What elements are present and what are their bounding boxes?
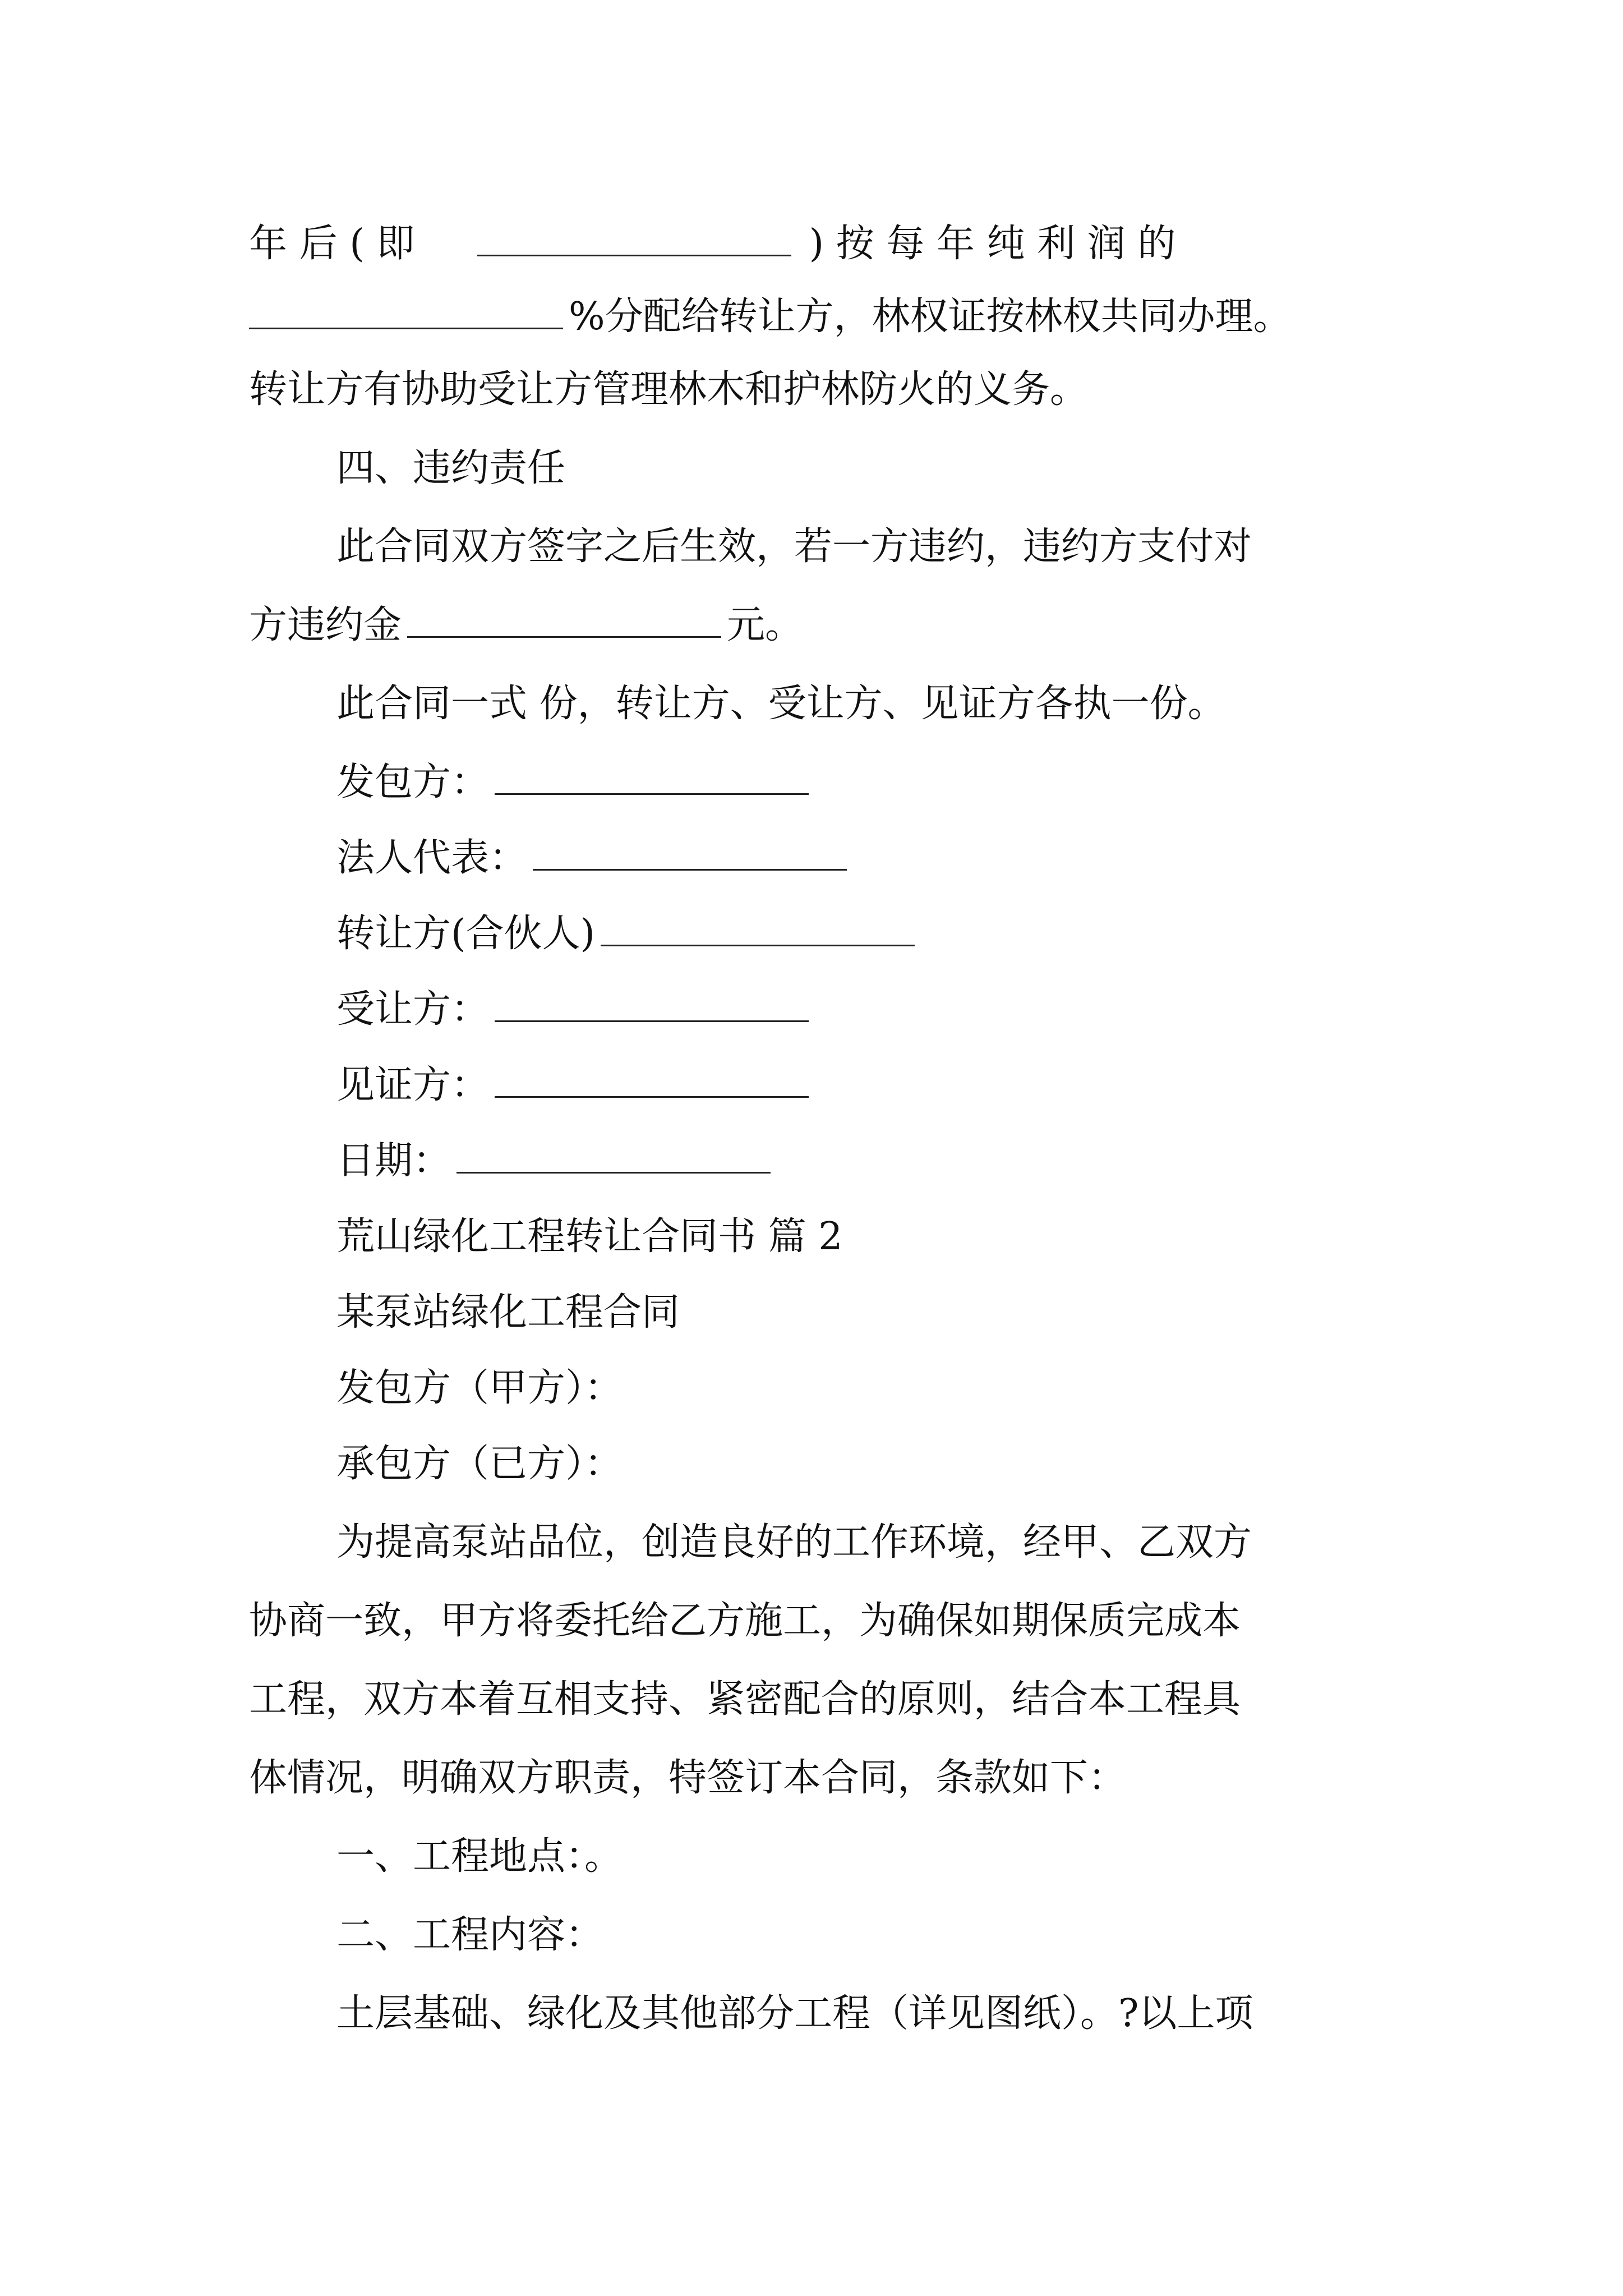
- fill-blank[interactable]: [601, 911, 915, 946]
- paragraph-line: 协商一致，甲方将委托给乙方施工，为确保如期保质完成本: [249, 1599, 1241, 1643]
- text-segment: %分配给转让方，林权证按林权共同办理。: [569, 295, 1292, 339]
- signature-line: [0, 979, 1623, 1041]
- paragraph-line: 土层基础、绿化及其他部分工程（详见图纸）。?以上项: [336, 1991, 1253, 2036]
- fill-blank[interactable]: [495, 987, 809, 1022]
- field-label: 日期：: [336, 1139, 451, 1183]
- paragraph-line: 工程，双方本着互相支持、紧密配合的原则，结合本工程具: [249, 1677, 1241, 1722]
- signature-line: [0, 752, 1623, 813]
- paragraph-line: [0, 213, 1623, 275]
- fill-blank[interactable]: [477, 221, 791, 256]
- paragraph-line: 转让方有协助受让方管理林木和护林防火的义务。: [249, 367, 1089, 412]
- fill-blank[interactable]: [533, 835, 847, 871]
- signature-line: [0, 1055, 1623, 1116]
- field-label: 转让方(合伙人): [336, 912, 596, 956]
- text-segment: ) 按 每 年 纯 利 润 的: [809, 222, 1176, 266]
- field-label: 发包方：: [336, 760, 490, 804]
- paragraph-line: [0, 286, 1623, 348]
- text-segment: 年 后 ( 即: [249, 222, 415, 266]
- signature-line: [0, 1130, 1623, 1192]
- paragraph-line: 此合同双方签字之后生效，若一方违约，违约方支付对: [336, 524, 1252, 569]
- party-line: 发包方（甲方）：: [336, 1366, 623, 1410]
- contract-title: 某泵站绿化工程合同: [336, 1290, 680, 1335]
- paragraph-line: [0, 595, 1623, 656]
- paragraph-line: 体情况，明确双方职责，特签订本合同，条款如下：: [249, 1756, 1127, 1800]
- text-segment: 方违约金: [249, 603, 402, 647]
- signature-line: [0, 903, 1623, 965]
- fill-blank[interactable]: [495, 760, 809, 795]
- paragraph-line: 此合同一式 份，转让方、受让方、见证方各执一份。: [336, 682, 1226, 726]
- fill-blank[interactable]: [249, 294, 563, 329]
- signature-line: [0, 827, 1623, 889]
- text-segment: 元。: [727, 603, 804, 647]
- field-label: 法人代表：: [336, 836, 528, 880]
- party-line: 承包方（已方）：: [336, 1442, 623, 1486]
- fill-blank[interactable]: [407, 602, 721, 638]
- field-label: 受让方：: [336, 987, 490, 1032]
- fill-blank[interactable]: [495, 1062, 809, 1098]
- fill-blank[interactable]: [457, 1138, 771, 1174]
- paragraph-line: 为提高泵站品位，创造良好的工作环境，经甲、乙双方: [336, 1520, 1252, 1565]
- section-heading: 四、违约责任: [336, 446, 566, 490]
- field-label: 见证方：: [336, 1063, 490, 1107]
- section-title: 荒山绿化工程转让合同书 篇 2: [336, 1214, 843, 1259]
- section-heading: 二、工程内容：: [336, 1913, 604, 1957]
- section-heading: 一、工程地点：。: [336, 1834, 623, 1879]
